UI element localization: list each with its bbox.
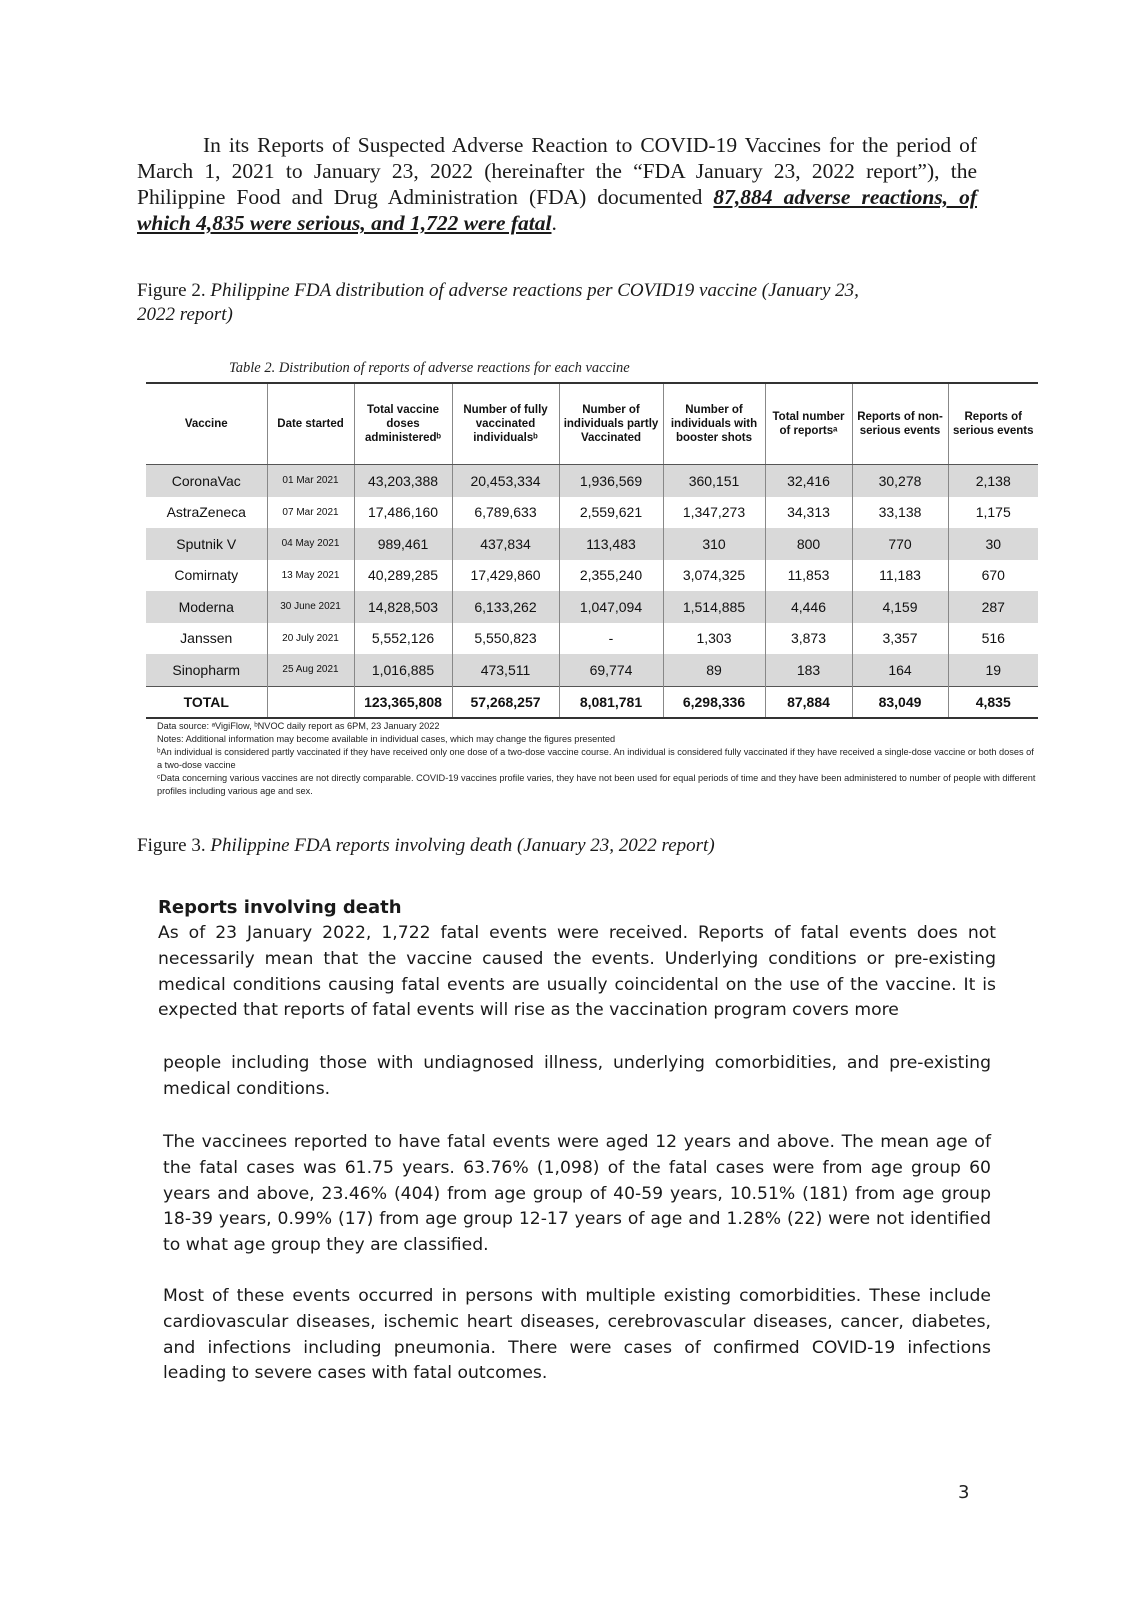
table-cell: 2,559,621 <box>559 497 663 529</box>
table-note: Notes: Additional information may become available in individual cases, which may change the figures presented <box>157 734 616 744</box>
total-cell: 87,884 <box>765 686 852 718</box>
header-fully-vaccinated: Number of fully vaccinated individualsᵇ <box>452 383 559 465</box>
header-partly-vaccinated: Number of individuals partly Vaccinated <box>559 383 663 465</box>
date-started-cell: 30 June 2021 <box>267 591 354 623</box>
date-started-cell: 20 July 2021 <box>267 623 354 655</box>
table-cell: 989,461 <box>354 528 452 560</box>
table-row <box>146 654 1038 686</box>
table-cell: 11,853 <box>765 560 852 592</box>
table-cell: 5,552,126 <box>354 623 452 655</box>
table-row <box>146 623 1038 655</box>
table-note: ᶜData concerning various vaccines are not directly comparable. COVID-19 vaccines profile varies, they have not been used for equal periods of time and they have been administered to number of people with different profiles including various age and sex. <box>157 773 1036 796</box>
table-cell: 43,203,388 <box>354 465 452 497</box>
table-cell: 32,416 <box>765 465 852 497</box>
table-cell: 360,151 <box>663 465 765 497</box>
table-row <box>146 591 1038 623</box>
vaccine-name-cell: Sinopharm <box>146 654 267 686</box>
date-started-cell: 13 May 2021 <box>267 560 354 592</box>
death-report-paragraph-3: Most of these events occurred in persons with multiple existing comorbidities. These include cardiovascular diseases, ischemic heart diseases, cerebrovascular diseases, cancer, diabetes, and infections including pneumonia. There were cases of confirmed COVID-19 infections leading to severe cases with fatal outcomes. <box>163 1286 991 1384</box>
vaccine-name-cell: Comirnaty <box>146 560 267 592</box>
figure-3-title: Philippine FDA reports involving death (January 23, 2022 report) <box>210 835 715 856</box>
table-caption: Table 2. Distribution of reports of adverse reactions for each vaccine <box>229 360 630 376</box>
table-cell: 20,453,334 <box>452 465 559 497</box>
table-body <box>146 465 1038 687</box>
table-cell: 183 <box>765 654 852 686</box>
table-cell: 2,138 <box>948 465 1038 497</box>
table-total-row <box>146 686 1038 718</box>
table-cell: 1,047,094 <box>559 591 663 623</box>
table-cell: 3,074,325 <box>663 560 765 592</box>
total-cell <box>267 686 354 718</box>
header-total-doses: Total vaccine doses administeredᵇ <box>354 383 452 465</box>
date-started-cell: 25 Aug 2021 <box>267 654 354 686</box>
table-cell: 1,175 <box>975 504 1011 521</box>
table-cell: 1,347,273 <box>663 497 765 529</box>
table-cell: 2,355,240 <box>559 560 663 592</box>
table-cell: 40,289,285 <box>354 560 452 592</box>
table-cell: 287 <box>948 591 1038 623</box>
total-cell: 57,268,257 <box>452 686 559 718</box>
date-started-cell: 07 Mar 2021 <box>267 497 354 529</box>
vaccine-name-cell: Sputnik V <box>146 528 267 560</box>
date-started-cell: 04 May 2021 <box>267 528 354 560</box>
header-serious: Reports of serious events <box>948 383 1038 465</box>
figure-2-caption <box>137 279 897 327</box>
table-cell: 516 <box>981 630 1005 647</box>
table-cell: 164 <box>852 654 948 686</box>
table-row <box>146 528 1038 560</box>
adverse-reactions-table <box>146 382 1038 719</box>
death-report-section <box>158 895 996 1384</box>
table-cell: 17,486,160 <box>354 497 452 529</box>
vaccine-name-cell: AstraZeneca <box>146 497 267 529</box>
table-cell: 1,514,885 <box>663 591 765 623</box>
table-cell: 4,446 <box>765 591 852 623</box>
table-cell: 30 <box>948 528 1038 560</box>
figure-3-label: Figure 3. <box>137 835 211 856</box>
table-note: Data source: ᵃVigiFlow, ᵇNVOC daily report as 6PM, 23 January 2022 <box>157 721 440 731</box>
table-cell: 5,550,823 <box>452 623 559 655</box>
table-note: ᵇAn individual is considered partly vaccinated if they have received only one dose of a two-dose vaccine course. An individual is considered fully vaccinated if they have received a single-dose vaccine or both doses of a two-dose vaccine <box>157 747 1034 770</box>
figure-2-title: Philippine FDA distribution of adverse reactions per COVID19 vaccine (January 23, 2022 report) <box>137 280 859 325</box>
figure-3-caption <box>137 834 897 858</box>
page-number: 3 <box>958 1482 970 1503</box>
table-row <box>146 560 1038 592</box>
death-report-paragraph-1-continued: people including those with undiagnosed illness, underlying comorbidities, and pre-existing medical conditions. <box>163 1053 991 1099</box>
table-cell: 69,774 <box>559 654 663 686</box>
death-report-heading: Reports involving death <box>158 897 402 918</box>
table-row <box>146 497 1038 529</box>
table-cell: 1,936,569 <box>559 465 663 497</box>
death-report-age-block <box>163 1130 991 1259</box>
figure-2-label: Figure 2. <box>137 280 211 301</box>
vaccine-name-cell: Janssen <box>146 623 267 655</box>
table-cell: 670 <box>981 567 1005 584</box>
header-booster-shots: Number of individuals with booster shots <box>663 383 765 465</box>
table-cell: 89 <box>663 654 765 686</box>
vaccine-name-cell: Moderna <box>146 591 267 623</box>
table-cell: 11,183 <box>852 560 948 592</box>
intro-emphasis: 87,884 adverse reactions, of which 4,835 were serious, and 1,722 were fatal <box>137 185 977 235</box>
table-cell: 113,483 <box>559 528 663 560</box>
header-non-serious: Reports of non-serious events <box>852 383 948 465</box>
intro-paragraph <box>137 132 977 236</box>
table-cell: 33,138 <box>852 497 948 529</box>
total-cell: 4,835 <box>948 686 1038 718</box>
vaccine-name-cell: CoronaVac <box>146 465 267 497</box>
table-cell: 3,873 <box>765 623 852 655</box>
table-cell: 17,429,860 <box>452 560 559 592</box>
table-cell: 30,278 <box>852 465 948 497</box>
header-vaccine: Vaccine <box>146 383 267 465</box>
table-cell: 800 <box>765 528 852 560</box>
total-cell: 6,298,336 <box>663 686 765 718</box>
table-cell: 3,357 <box>852 623 948 655</box>
date-started-cell: 01 Mar 2021 <box>267 465 354 497</box>
intro-text: In its Reports of Suspected Adverse Reaction to COVID-19 Vaccines for the period of March 1, 2021 to January 23, 2022 (hereinafter the “FDA January 23, 2022 report”), the Philippine Food and Drug Administration (FDA) documented <box>137 133 977 209</box>
table-cell: 310 <box>663 528 765 560</box>
table-cell: 34,313 <box>765 497 852 529</box>
header-total-reports: Total number of reportsᵃ <box>765 383 852 465</box>
death-report-continuation <box>163 1051 991 1103</box>
death-report-paragraph-1: As of 23 January 2022, 1,722 fatal events were received. Reports of fatal events does not necessarily mean that the vaccine caused the events. Underlying conditions or pre-existing medical conditions causing fatal events are usually coincidental on the use of the vaccine. It is expected that reports of fatal events will rise as the vaccination program covers more <box>158 923 996 1021</box>
total-cell: 123,365,808 <box>354 686 452 718</box>
intro-text-end: . <box>551 211 557 235</box>
table-cell: 4,159 <box>852 591 948 623</box>
table-header-row <box>146 383 1038 465</box>
table-row <box>146 465 1038 497</box>
header-date-started: Date started <box>267 383 354 465</box>
table-cell: 473,511 <box>452 654 559 686</box>
table-cell: 1,303 <box>663 623 765 655</box>
total-cell: 8,081,781 <box>559 686 663 718</box>
total-cell: TOTAL <box>146 686 267 718</box>
table-cell: 6,789,633 <box>452 497 559 529</box>
death-report-comorbidity-block <box>163 1284 991 1387</box>
table-cell: 14,828,503 <box>354 591 452 623</box>
table-cell: - <box>559 623 663 655</box>
table-notes <box>157 720 1037 798</box>
table-cell: 6,133,262 <box>452 591 559 623</box>
death-report-paragraph-2: The vaccinees reported to have fatal events were aged 12 years and above. The mean age of the fatal cases was 61.75 years. 63.76% (1,098) of the fatal cases were from age group 60 years and above, 23.46% (404) from age group of 40-59 years, 10.51% (181) from age group 18-39 years, 0.99% (17) from age group 12-17 years of age and 1.28% (22) were not identified to what age group they are classified. <box>163 1132 991 1256</box>
table-cell: 437,834 <box>452 528 559 560</box>
table-cell: 770 <box>852 528 948 560</box>
table-cell: 19 <box>948 654 1038 686</box>
table-cell: 1,016,885 <box>354 654 452 686</box>
total-cell: 83,049 <box>852 686 948 718</box>
